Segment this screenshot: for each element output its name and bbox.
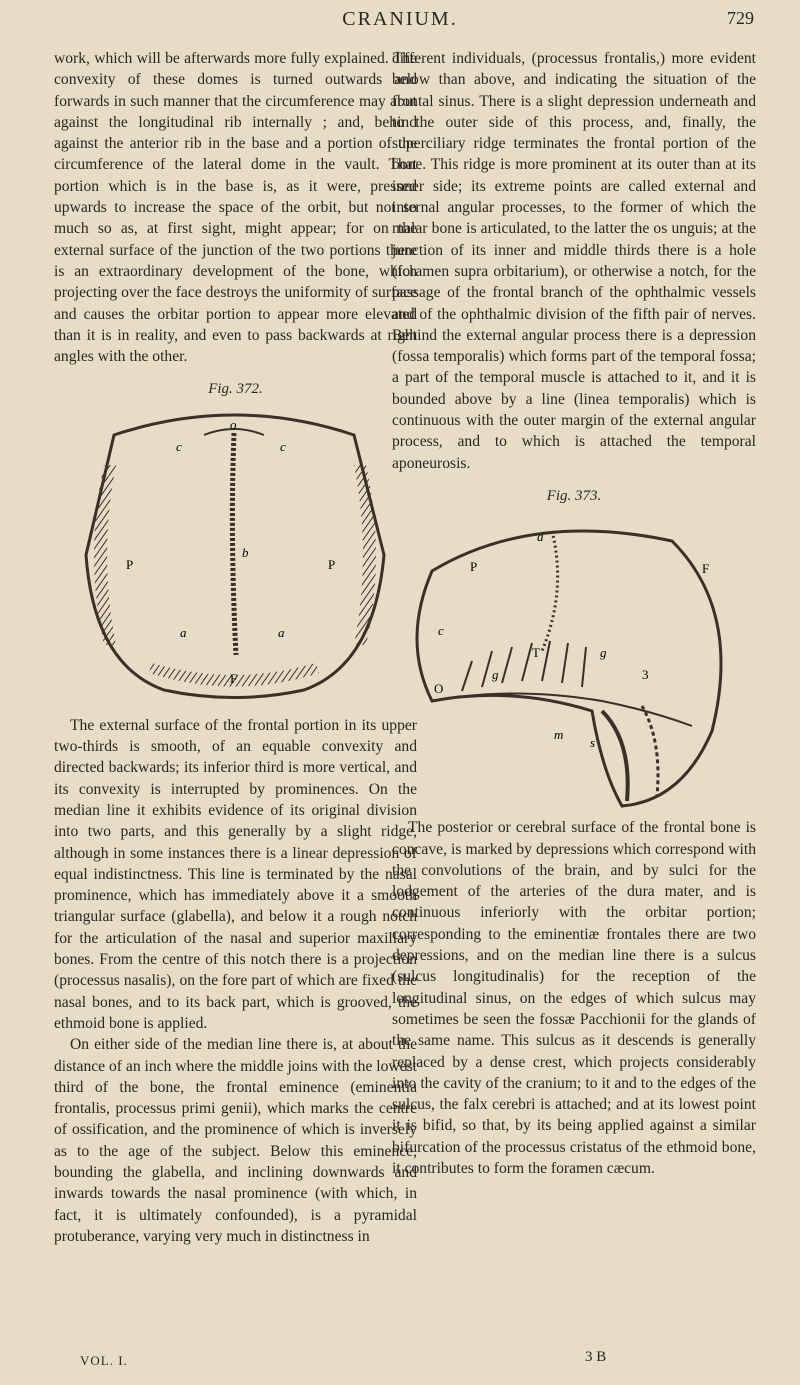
figure-label: m	[554, 727, 564, 743]
figure-caption: Fig. 372.	[208, 381, 263, 398]
figure-label: s	[590, 735, 596, 751]
figure-label: O	[434, 681, 444, 697]
bone-outline	[417, 531, 721, 806]
figure-label: g	[600, 645, 607, 661]
figure-label: a	[537, 529, 544, 545]
left-column	[54, 48, 417, 1247]
orbit-roof	[642, 706, 658, 796]
volume-mark: VOL. I.	[80, 1353, 128, 1368]
figure-label: P	[328, 556, 336, 572]
figure-372-frontal-bone	[54, 405, 417, 705]
figure-373-frontal-bone-side	[392, 511, 756, 811]
figure-label: b	[242, 544, 249, 560]
running-title: CRANIUM.	[342, 8, 458, 30]
temporal-line	[542, 531, 558, 651]
figure-caption: Fig. 373.	[546, 487, 602, 504]
figure-label: P	[126, 556, 134, 572]
bone-rim-shading	[354, 465, 376, 645]
figure-label: P	[470, 559, 478, 575]
figure-label: c	[280, 438, 286, 454]
figure-label: c	[438, 623, 444, 639]
orbit-hatching	[462, 641, 586, 691]
figure-label: F	[230, 670, 238, 686]
figure-label: o	[230, 416, 237, 432]
figure-label: g	[492, 667, 499, 683]
orbit-edge	[432, 694, 692, 727]
page-number: 729	[727, 8, 754, 28]
figure-label: a	[278, 624, 285, 640]
right-column	[392, 48, 756, 1179]
median-ridge	[232, 433, 236, 655]
signature-mark: 3 B	[585, 1349, 607, 1365]
paragraph: The posterior or cerebral surface of the frontal bone is concave, is marked by depressions which correspond with the convolutions of the brain, and by sulci for the lodgement of the arteries of the dura mater, and is continuous inferiorly with the orbitar portion; corresponding to the eminentiæ frontales there are two depressions, and on the median line there is a sulcus (sulcus longitudinalis) for the reception of the longitudinal sinus, on the edges of which sulcus may sometimes be seen the fossæ Pacchionii for the glands of the same name. This sulcus as it descends is generally replaced by a dense crest, which projects considerably into the cavity of the cranium; to it and to the edges of the sulcus, the falx cerebri is attached; and at its lowest point it is bifid, so that, by its being applied against a similar bifurcation of the processus cristatus of the ethmoid bone, it contributes to form the foramen cæcum.	[392, 819, 756, 1177]
paragraph: On either side of the median line there is, at about the distance of an inch where the middle joins with the lowest third of the bone, the frontal eminence (eminentia frontalis, processus primi genii), which marks the centre of ossification, and the prominence of which is inversely as to the age of the subject. Below this eminence, bounding the glabella, and inclining downwards and inwards towards the nasal prominence (with which, in fact, it is ultimately confounded), is a pyramidal protuberance, varying very much in distinctness in	[54, 1036, 417, 1245]
figure-label: T	[532, 645, 540, 661]
figure-label: a	[180, 624, 187, 640]
figure-label: F	[702, 561, 710, 577]
figure-label: c	[176, 438, 182, 454]
paragraph: different individuals, (processus frontalis,) more evident below than above, and indicating the situation of the frontal sinus. There is a slight depression underneath and to the outer side of this process, and, finally, the superciliary ridge terminates the frontal portion of the bone. This ridge is more prominent at its outer than at its inner side; its extreme points are called external and internal angular processes, to the former of which the malar bone is articulated, to the latter the os unguis; at the junction of its inner and middle thirds there is a hole (foramen supra orbitarium), or otherwise a notch, for the passage of the frontal branch of the ophthalmic vessels and of the ophthalmic division of the fifth pair of nerves. Behind the external angular process there is a depression (fossa temporalis) which forms part of the temporal fossa; a part of the temporal muscle is attached to it, and it is bounded above by a line (linea temporalis) which is continuous with the outer margin of the external angular process, and to which is attached the temporal aponeurosis.	[392, 50, 756, 472]
paragraph: The external surface of the frontal portion in its upper two-thirds is smooth, of an equable convexity and directed backwards; its inferior third is more vertical, and its convexity is interrupted by prominences. On the median line it exhibits evidence of its original division into two parts, and this generally by a slight ridge, although in some instances there is a linear depression of equal indistinctness. This line is terminated by the nasal prominence, which has immediately above it a smooth triangular surface (glabella), and below it a rough notch for the articulation of the nasal and superior maxillary bones. From the centre of this notch there is a projection (processus nasalis), on the fore part of which are fixed the nasal bones, and to its back part, which is grooved, the ethmoid bone is applied.	[54, 716, 417, 1032]
orbit-roof	[602, 711, 628, 801]
paragraph: work, which will be afterwards more fully explained. The convexity of these domes is turned outwards and forwards in such manner that the circumference may abut against the longitudinal rib internally ; and, behind against the anterior rib in the base and a portion of the circumference of the lateral dome in the vault. That portion which is in the base is, as it were, pressed upwards to increase the space of the orbit, but not so much so as, at first sight, might appear; for on the external surface of the junction of the two portions there is an extraordinary development of the bone, which projecting over the face destroys the uniformity of surface and causes the orbitar portion to appear more elevated than it is in reality, and even to pass backwards at right angles with the other.	[54, 50, 417, 366]
figure-label: 3	[642, 667, 649, 683]
